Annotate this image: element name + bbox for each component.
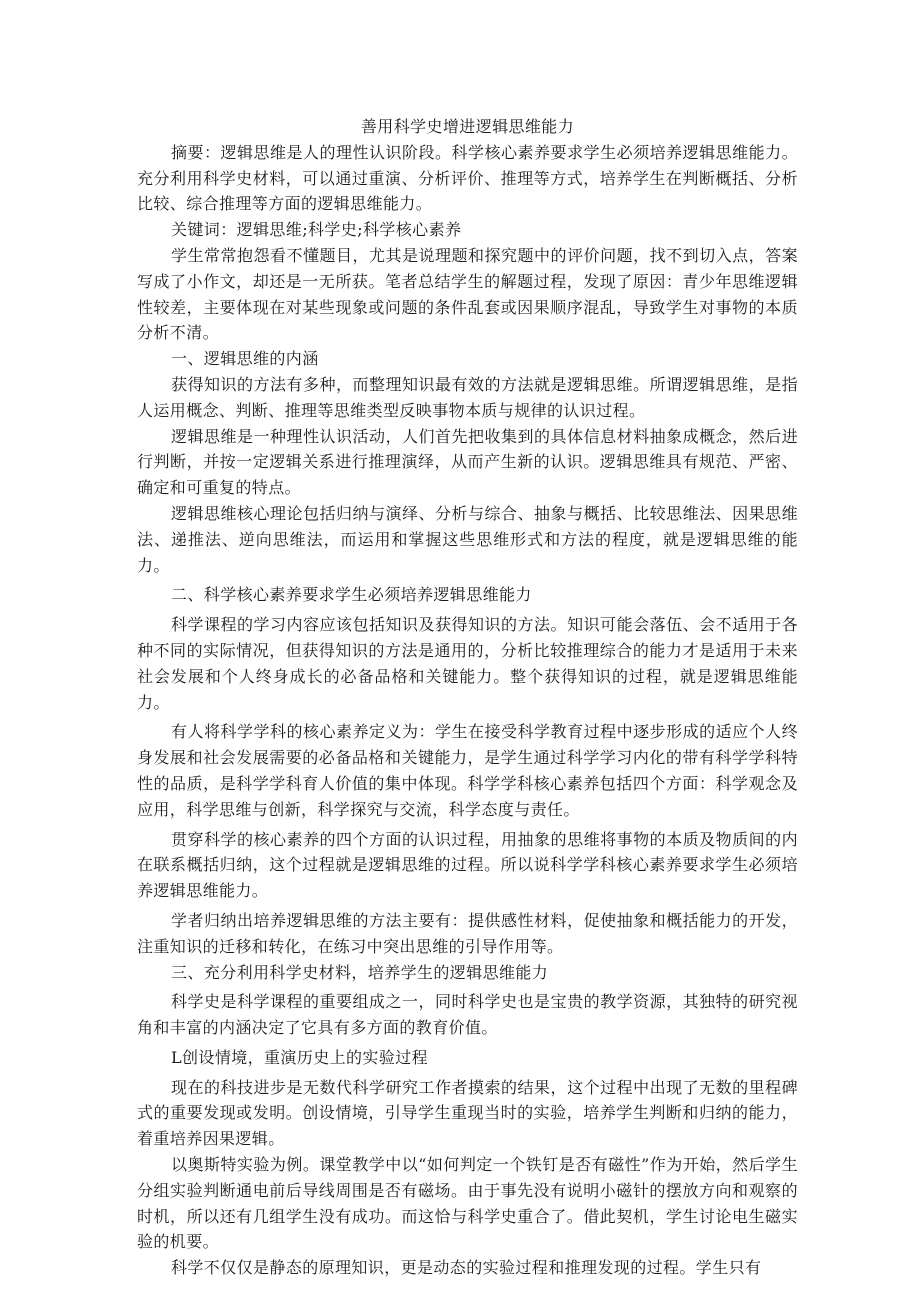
- body-paragraph: 逻辑思维是一种理性认识活动，人们首先把收集到的具体信息材料抽象成概念，然后进行判断，并按一定逻辑关系进行推理演绎，从而产生新的认识。逻辑思维具有规范、严密、确定和可重复的特点。: [137, 426, 798, 498]
- body-paragraph: 以奥斯特实验为例。课堂教学中以“如何判定一个铁钉是否有磁性”作为开始，然后学生分组实验判断通电前后导线周围是否有磁场。由于事先没有说明小磁针的摆放方向和观察的时机，所以还有几组学生没有成功。而这恰与科学史重合了。借此契机，学生讨论电生磁实验的机要。: [137, 1155, 798, 1252]
- abstract-paragraph: 摘要：逻辑思维是人的理性认识阶段。科学核心素养要求学生必须培养逻辑思维能力。充分利用科学史材料，可以通过重演、分析评价、推理等方式，培养学生在判断概括、分析比较、综合推理等方面的逻辑思维能力。: [137, 142, 798, 214]
- intro-paragraph: 学生常常抱怨看不懂题目，尤其是说理题和探究题中的评价问题，找不到切入点，答案写成了小作文，却还是一无所获。笔者总结学生的解题过程，发现了原因：青少年思维逻辑性较差，主要体现在对某些现象或问题的条件乱套或因果顺序混乱，导致学生对事物的本质分析不清。: [137, 245, 798, 343]
- body-paragraph: 有人将科学学科的核心素养定义为：学生在接受科学教育过程中逐步形成的适应个人终身发展和社会发展需要的必备品格和关键能力，是学生通过科学学习内化的带有科学学科特性的品质，是科学学科育人价值的集中体现。科学学科核心素养包括四个方面：科学观念及应用，科学思维与创新，科学探究与交流，科学态度与责任。: [137, 722, 798, 819]
- keywords-paragraph: 关键词：逻辑思维;科学史;科学核心素养: [171, 220, 462, 240]
- page-title: 善用科学史增进逻辑思维能力: [360, 117, 575, 136]
- body-paragraph: 贯穿科学的核心素养的四个方面的认识过程，用抽象的思维将事物的本质及物质间的内在联系概括归纳，这个过程就是逻辑思维的过程。所以说科学学科核心素养要求学生必须培养逻辑思维能力。: [137, 829, 798, 901]
- body-paragraph: 科学课程的学习内容应该包括知识及获得知识的方法。知识可能会落伍、会不适用于各种不同的实际情况，但获得知识的方法是通用的，分析比较推理综合的能力才是适用于未来社会发展和个人终身成长的必备品格和关键能力。整个获得知识的过程，就是逻辑思维能力。: [137, 615, 798, 712]
- section-heading-2: 二、科学核心素养要求学生必须培养逻辑思维能力: [171, 585, 532, 605]
- section-heading-1: 一、逻辑思维的内涵: [171, 349, 319, 369]
- body-paragraph: 学者归纳出培养逻辑思维的方法主要有：提供感性材料，促使抽象和概括能力的开发，注重知识的迁移和转化，在练习中突出思维的引导作用等。: [137, 910, 798, 956]
- subsection-heading: L创设情境，重演历史上的实验过程: [171, 1047, 429, 1067]
- body-paragraph: 现在的科技进步是无数代科学研究工作者摸索的结果，这个过程中出现了无数的里程碑式的重要发现或发明。创设情境，引导学生重现当时的实验，培养学生判断和归纳的能力，着重培养因果逻辑。: [137, 1077, 798, 1149]
- body-paragraph: 科学不仅仅是静态的原理知识，更是动态的实验过程和推理发现的过程。学生只有: [171, 1258, 762, 1278]
- body-paragraph: 获得知识的方法有多种，而整理知识最有效的方法就是逻辑思维。所谓逻辑思维，是指人运用概念、判断、推理等思维类型反映事物本质与规律的认识过程。: [137, 374, 798, 420]
- section-heading-3: 三、充分利用科学史材料，培养学生的逻辑思维能力: [171, 962, 549, 982]
- body-paragraph: 科学史是科学课程的重要组成之一，同时科学史也是宝贵的教学资源，其独特的研究视角和丰富的内涵决定了它具有多方面的教育价值。: [137, 992, 798, 1038]
- body-paragraph: 逻辑思维核心理论包括归纳与演绎、分析与综合、抽象与概括、比较思维法、因果思维法、递推法、逆向思维法，而运用和掌握这些思维形式和方法的程度，就是逻辑思维的能力。: [137, 503, 798, 575]
